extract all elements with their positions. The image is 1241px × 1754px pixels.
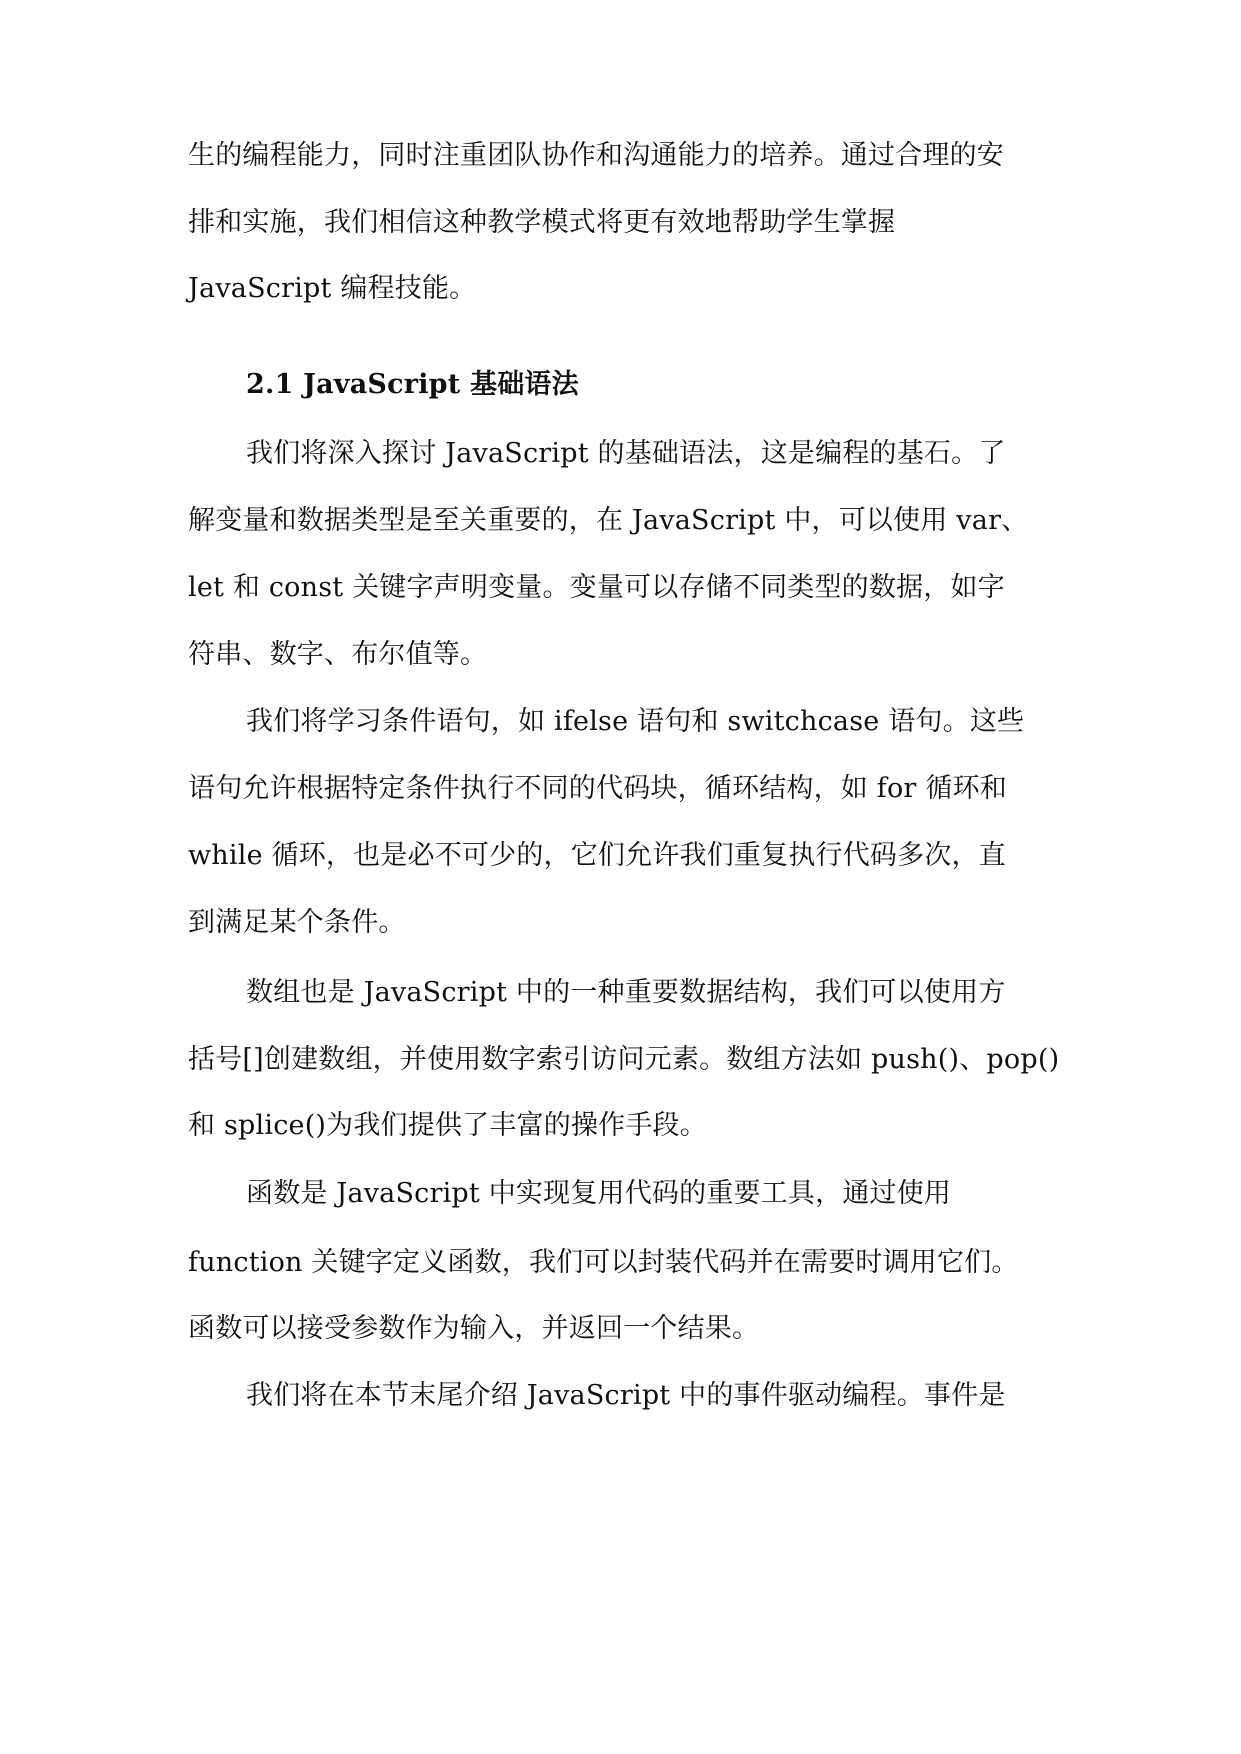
paragraph-line: 我们将学习条件语句，如 ifelse 语句和 switchcase 语句。这些 xyxy=(246,706,1025,737)
paragraph-line: JavaScript 编程技能。 xyxy=(188,273,477,304)
paragraph-line: 和 splice()为我们提供了丰富的操作手段。 xyxy=(188,1110,707,1141)
paragraph-line: 我们将深入探讨 JavaScript 的基础语法，这是编程的基石。了 xyxy=(246,438,1006,469)
section-heading: 2.1 JavaScript 基础语法 xyxy=(246,369,579,400)
paragraph-line: 到满足某个条件。 xyxy=(188,907,406,938)
paragraph-line: 数组也是 JavaScript 中的一种重要数据结构，我们可以使用方 xyxy=(246,977,1006,1008)
paragraph-line: function 关键字定义函数，我们可以封装代码并在需要时调用它们。 xyxy=(188,1247,1019,1278)
paragraph-line: 我们将在本节末尾介绍 JavaScript 中的事件驱动编程。事件是 xyxy=(246,1380,1006,1411)
paragraph-line: 符串、数字、布尔值等。 xyxy=(188,639,488,670)
paragraph-line: while 循环，也是必不可少的，它们允许我们重复执行代码多次，直 xyxy=(188,840,1006,871)
paragraph-line: 函数是 JavaScript 中实现复用代码的重要工具，通过使用 xyxy=(246,1178,952,1209)
paragraph-line: let 和 const 关键字声明变量。变量可以存储不同类型的数据，如字 xyxy=(188,572,1005,603)
paragraph-line: 生的编程能力，同时注重团队协作和沟通能力的培养。通过合理的安 xyxy=(188,140,1004,171)
paragraph-line: 括号[]创建数组，并使用数字索引访问元素。数组方法如 push()、pop() xyxy=(188,1044,1060,1075)
paragraph-line: 函数可以接受参数作为输入，并返回一个结果。 xyxy=(188,1313,760,1344)
paragraph-line: 解变量和数据类型是至关重要的，在 JavaScript 中，可以使用 var、 xyxy=(188,505,1029,536)
paragraph-line: 排和实施，我们相信这种教学模式将更有效地帮助学生掌握 xyxy=(188,207,896,238)
paragraph-line: 语句允许根据特定条件执行不同的代码块，循环结构，如 for 循环和 xyxy=(188,773,1007,804)
